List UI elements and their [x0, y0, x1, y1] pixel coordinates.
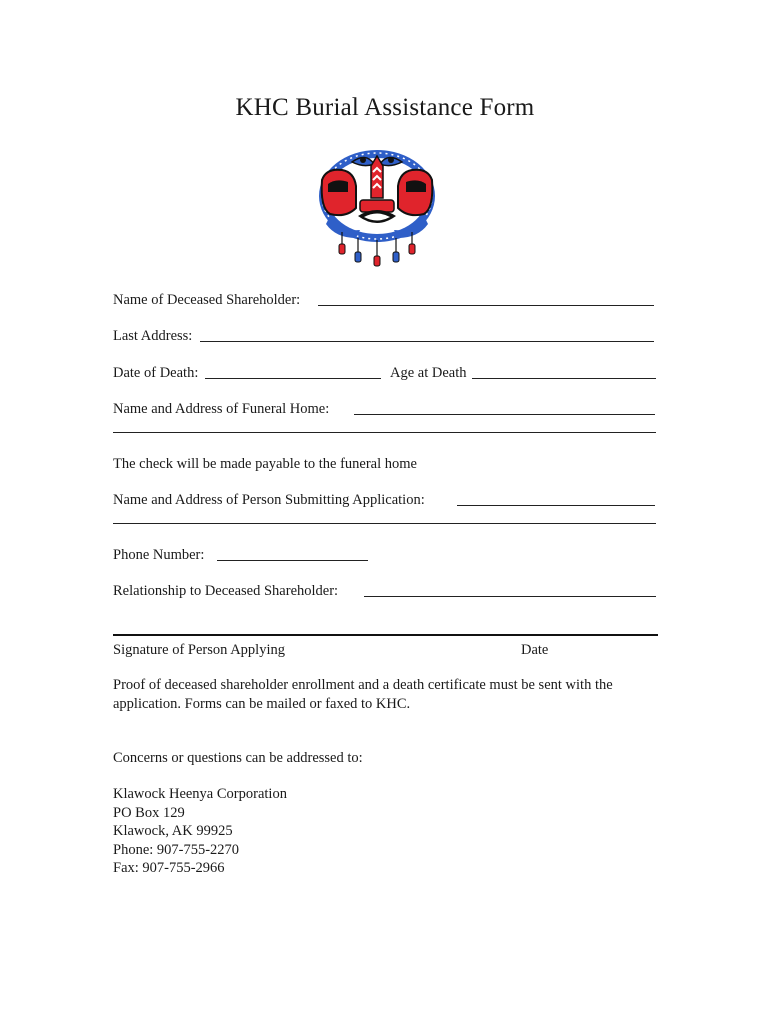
contact-fax: Fax: 907-755-2966 [113, 860, 225, 876]
form-title: KHC Burial Assistance Form [235, 94, 535, 121]
proof-note: Proof of deceased shareholder enrollment and a death certificate must be sent with the application. Forms can be mailed or faxed to KHC. [113, 677, 613, 712]
phone-number-field[interactable] [217, 560, 368, 561]
age-at-death-label: Age at Death [390, 365, 467, 381]
signature-label: Signature of Person Applying [113, 642, 285, 658]
signature-line[interactable] [113, 634, 658, 636]
contact-block [113, 785, 287, 878]
age-at-death-field[interactable] [472, 378, 656, 379]
funeral-home-field-line-2[interactable] [113, 432, 656, 433]
khc-logo [316, 146, 438, 270]
contact-phone: Phone: 907-755-2270 [113, 841, 240, 858]
contact-po-box: PO Box 129 [113, 804, 185, 821]
last-address-label: Last Address: [113, 328, 193, 344]
funeral-home-label: Name and Address of Funeral Home: [113, 401, 330, 417]
relationship-field[interactable] [364, 596, 656, 597]
check-payable-note: The check will be made payable to the funeral home [113, 456, 417, 472]
deceased-name-field[interactable] [318, 305, 654, 306]
concerns-note: Concerns or questions can be addressed to: [113, 750, 363, 766]
contact-name: Klawock Heenya Corporation [113, 786, 287, 802]
relationship-label: Relationship to Deceased Shareholder: [113, 583, 339, 599]
submitter-field-line-2[interactable] [113, 523, 656, 524]
last-address-field[interactable] [200, 341, 654, 342]
date-of-death-field[interactable] [205, 378, 381, 379]
date-of-death-label: Date of Death: [113, 365, 199, 381]
date-label: Date [521, 642, 549, 658]
deceased-name-label: Name of Deceased Shareholder: [113, 292, 301, 308]
contact-city: Klawock, AK 99925 [113, 823, 233, 839]
submitter-field[interactable] [457, 505, 655, 506]
phone-number-label: Phone Number: [113, 547, 205, 563]
funeral-home-field[interactable] [354, 414, 655, 415]
submitter-label: Name and Address of Person Submitting Application: [113, 492, 425, 508]
